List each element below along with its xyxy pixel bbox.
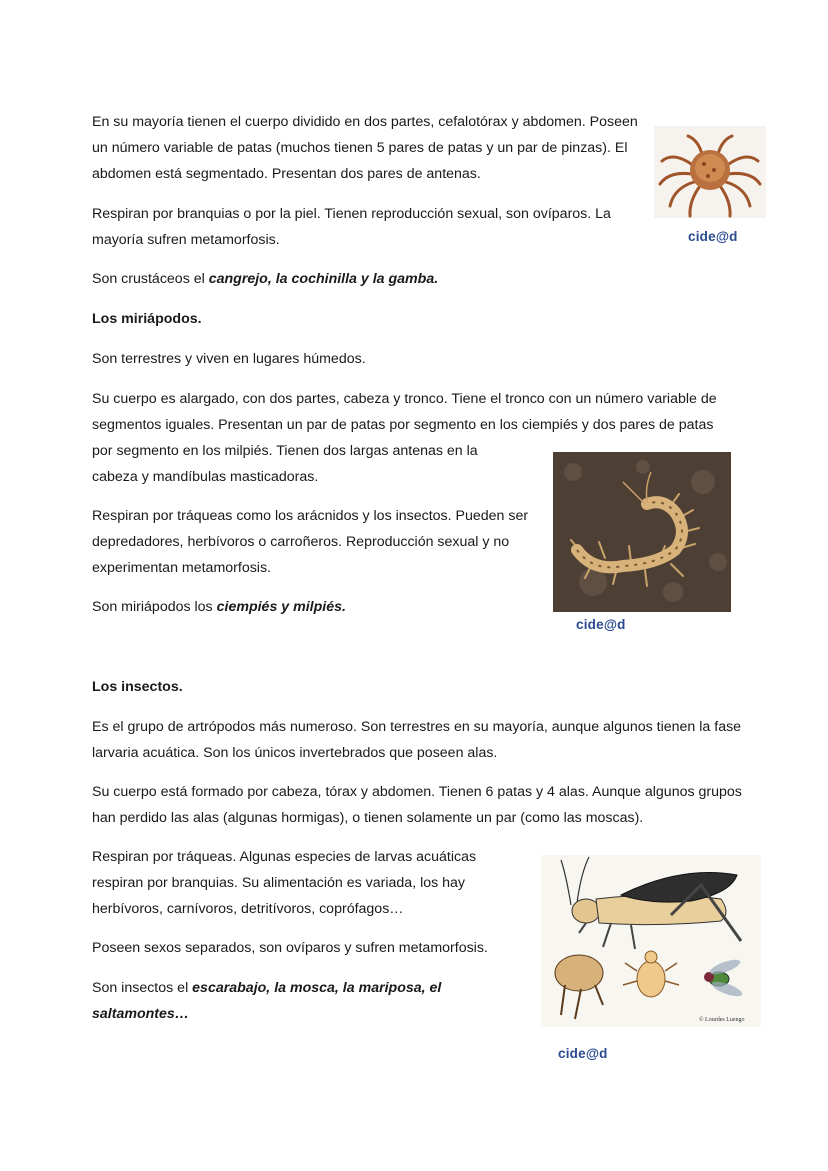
centipede-illustration xyxy=(553,452,731,612)
insectos-paragraph-1: Es el grupo de artrópodos más numeroso. Son terrestres en su mayoría, aunque algunos tienen la fase larvaria acuática. Son los únicos invertebrados que poseen alas. xyxy=(92,719,742,761)
miriapodos-paragraph-2-lead: Su cuerpo es alargado, con dos partes, cabeza y tronco. Tiene el tronco con un número variable de segmentos iguales. Presentan un par de patas por segmento en los ciempiés y dos pares de patas xyxy=(92,391,717,433)
figure-credit: © Lourdes Luengo xyxy=(699,1017,745,1023)
centipede-image xyxy=(553,452,731,612)
crab-image xyxy=(654,126,766,218)
insectos-paragraph-3: Respiran por tráqueas. Algunas especies de larvas acuáticas respiran por branquias. Su alimentación es variada, los hay herbívoros, carnívoros, detritívoros, coprófagos… xyxy=(92,849,477,917)
crustaceos-paragraph-1: En su mayoría tienen el cuerpo dividido en dos partes, cefalotórax y abdomen. Poseen un número variable de patas (muchos tienen 5 pares de patas y un par de pinzas). El abdomen está segmentado. Presentan dos pares de antenas. xyxy=(92,114,638,182)
crustaceos-examples: cangrejo, la cochinilla y la gamba. xyxy=(208,271,439,287)
miriapodos-paragraph-4 xyxy=(92,594,534,620)
insects-image xyxy=(541,855,761,1027)
miriapodos-examples: ciempiés y milpiés. xyxy=(216,599,346,615)
miriapodos-heading: Los miriápodos. xyxy=(92,311,202,327)
insectos-examples: escarabajo, la mosca, la mariposa, el saltamontes… xyxy=(92,980,442,1022)
insectos-heading: Los insectos. xyxy=(92,679,183,695)
insectos-paragraph-2: Su cuerpo está formado por cabeza, tórax y abdomen. Tienen 6 patas y 4 alas. Aunque algunos grupos han perdido las alas (algunas hormigas), o tienen solamente un par (como las moscas). xyxy=(92,784,742,826)
insectos-paragraph-4: Poseen sexos separados, son ovíparos y sufren metamorfosis. xyxy=(92,940,488,956)
insects-illustration xyxy=(541,855,761,1027)
insectos-text: Son insectos el xyxy=(92,980,193,996)
miriapodos-paragraph-2-tail: por segmento en los milpiés. Tienen dos largas antenas en la cabeza y mandíbulas masticadoras. xyxy=(92,438,502,490)
miriapodos-paragraph-1: Son terrestres y viven en lugares húmedos. xyxy=(92,351,366,367)
crab-illustration xyxy=(654,126,766,218)
crustaceos-paragraph-2: Respiran por branquias o por la piel. Tienen reproducción sexual, son ovíparos. La mayoría sufren metamorfosis. xyxy=(92,206,611,248)
cidead-logo: cide@d xyxy=(688,229,738,244)
miriapodos-paragraph-3: Respiran por tráqueas como los arácnidos y los insectos. Pueden ser depredadores, herbívoros o carroñeros. Reproducción sexual y no experimentan metamorfosis. xyxy=(92,508,529,576)
miriapodos-text: Son miriápodos los xyxy=(92,599,217,615)
cidead-logo: cide@d xyxy=(558,1046,608,1061)
cidead-logo: cide@d xyxy=(576,617,626,632)
crustaceos-paragraph-3 xyxy=(92,266,732,292)
insectos-paragraph-5 xyxy=(92,975,482,1027)
crustaceos-text: Son crustáceos el xyxy=(92,271,209,287)
